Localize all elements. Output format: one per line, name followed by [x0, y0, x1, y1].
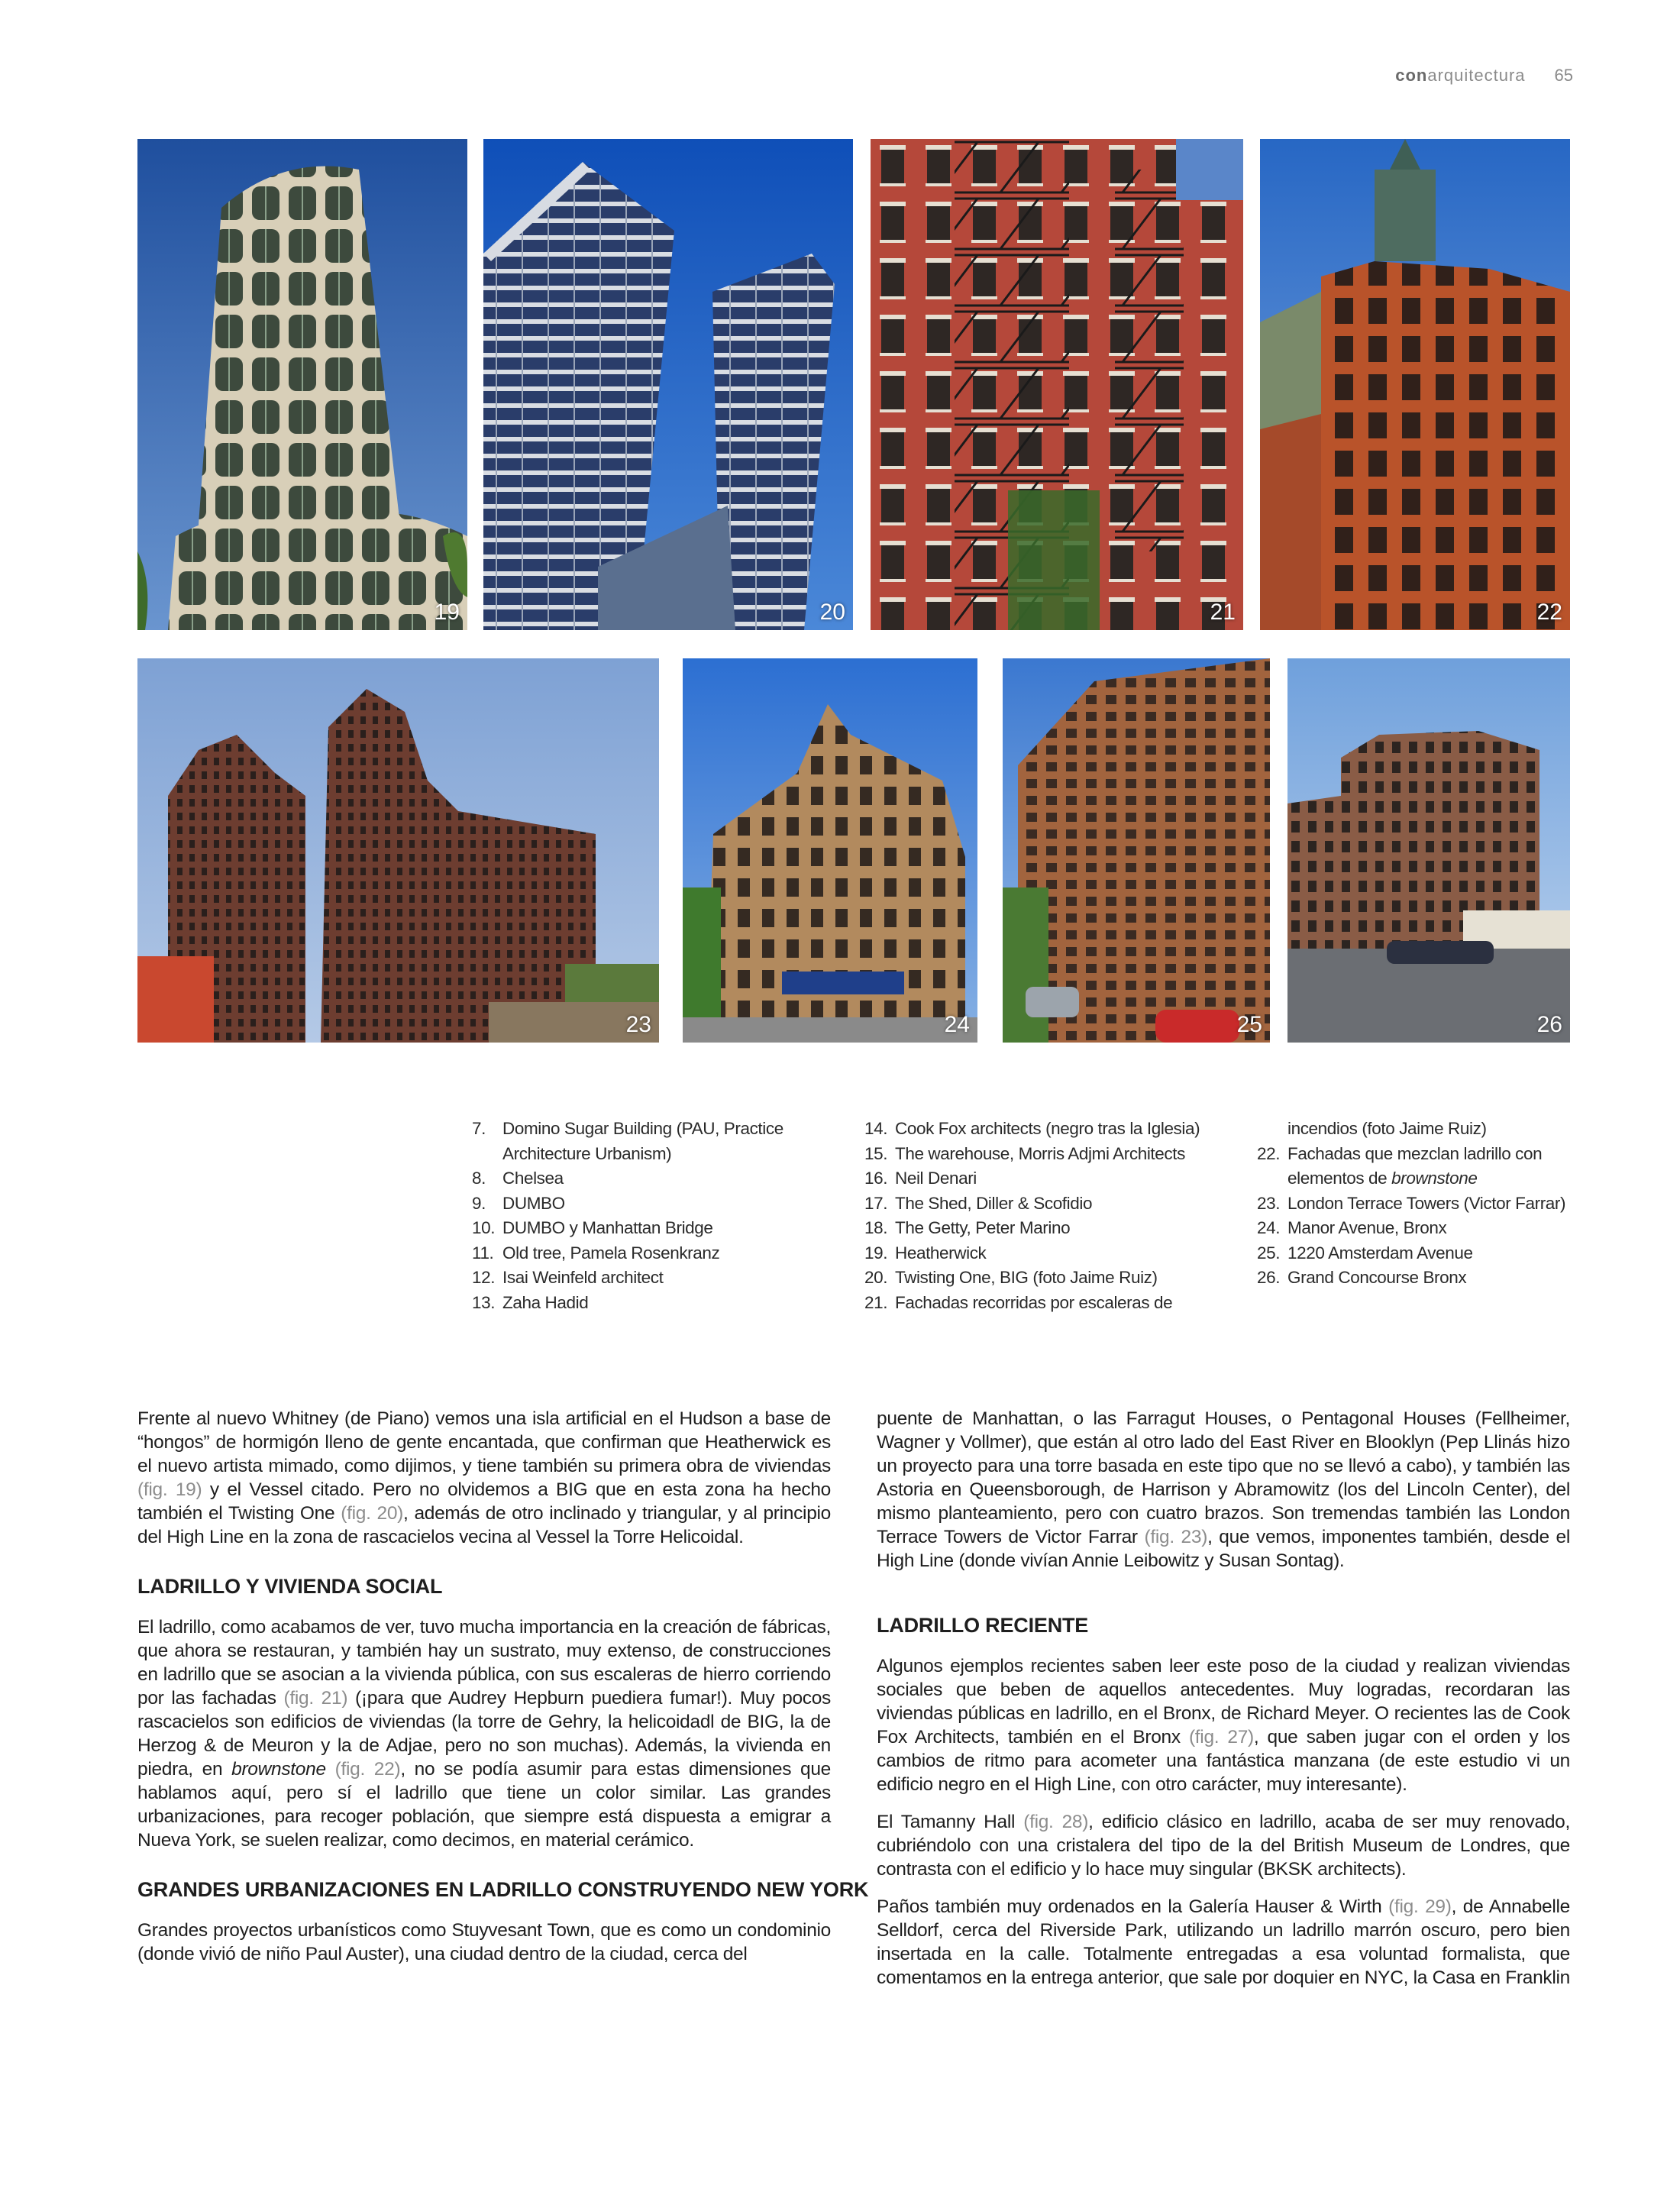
text-run: Algunos ejemplos recientes saben leer este poso de la ciudad y realizan viviendas sociales que beben de aquellos antecedentes. Muy logradas, recordaran las viviendas públicas en ladrillo, en el Bronx, de Richard Meyer. O recientes las de Cook Fox Architects, también en el Bronx: [877, 1656, 1570, 1747]
section-heading: LADRILLO Y VIVIENDA SOCIAL: [137, 1575, 443, 1598]
captions-column-1: [472, 1117, 808, 1315]
caption-text: Heatherwick: [895, 1243, 987, 1263]
caption-number: 10.: [472, 1218, 496, 1237]
figure-number: 25: [1236, 1012, 1262, 1037]
magazine-brand: [1395, 66, 1525, 86]
figure-number: 23: [625, 1012, 651, 1037]
caption-text: The Shed, Diller & Scofidio: [895, 1193, 1093, 1213]
caption-text: Twisting One, BIG (foto Jaime Ruiz): [895, 1268, 1158, 1287]
caption-number: 13.: [472, 1292, 496, 1312]
caption-item: [472, 1216, 808, 1241]
photo-fig-20: [483, 139, 853, 630]
paragraph: [137, 1615, 831, 1852]
caption-number: 19.: [864, 1243, 888, 1263]
text-run: , además de otro inclinado y triangular, y al principio del High Line en la zona de rascacielos vecina al Vessel la Torre Helicoidal.: [137, 1503, 831, 1547]
section-heading: GRANDES URBANIZACIONES EN LADRILLO CONSTRUYENDO NEW YORK: [137, 1878, 869, 1901]
caption-item: [864, 1241, 1223, 1266]
paragraph: [877, 1810, 1570, 1881]
caption-number: 15.: [864, 1143, 888, 1163]
figure-number: 24: [944, 1012, 970, 1037]
figure-reference: (fig. 22): [334, 1759, 401, 1780]
caption-number: 25.: [1257, 1243, 1281, 1263]
section-heading: LADRILLO RECIENTE: [877, 1614, 1089, 1637]
caption-item: [864, 1191, 1223, 1217]
text-run: El Tamanny Hall: [877, 1812, 1024, 1832]
italic-term: brownstone: [231, 1759, 326, 1780]
figure-reference: (fig. 21): [283, 1688, 348, 1709]
text-run: , no se podía asumir para estas dimensiones que hablamos aquí, pero sí el ladrillo que tiene un color similar. Las grandes urbanizaciones, para recoger población, que siempre está dispuesta a emigrar a Nueva York, se suelen realizar, como decimos, en material cerámico.: [137, 1759, 831, 1851]
caption-text: Fachadas recorridas por escaleras de: [895, 1292, 1173, 1312]
photo-fig-26: [1287, 658, 1570, 1043]
figure-number: 21: [1210, 600, 1236, 625]
caption-item: [864, 1266, 1223, 1291]
caption-text: Neil Denari: [895, 1169, 977, 1188]
caption-text: Grand Concourse Bronx: [1287, 1268, 1467, 1287]
caption-item: [472, 1191, 808, 1217]
caption-number: 11.: [472, 1243, 494, 1263]
caption-item: [864, 1142, 1223, 1167]
caption-number: 16.: [864, 1169, 888, 1188]
photo-fig-23: [137, 658, 659, 1043]
text-run: , edificio clásico en ladrillo, acaba de ser muy renovado, cubriéndolo con una cristalera del tipo de la del British Museum de Londres, que contrasta con el edificio y lo hace muy singular (BKSK architects).: [877, 1812, 1570, 1880]
brand-bold: con: [1395, 66, 1428, 85]
caption-item: [864, 1291, 1223, 1316]
brand-light: arquitectura: [1427, 66, 1526, 85]
page-header: [1395, 66, 1573, 86]
caption-number: 26.: [1257, 1268, 1281, 1287]
caption-text: DUMBO y Manhattan Bridge: [502, 1218, 713, 1237]
caption-number: 12.: [472, 1268, 496, 1287]
caption-item: [864, 1216, 1223, 1241]
caption-number: 18.: [864, 1218, 888, 1237]
figure-reference: (fig. 27): [1188, 1727, 1254, 1747]
figure-reference: (fig. 23): [1144, 1527, 1208, 1547]
figure-number: 26: [1536, 1012, 1562, 1037]
paragraph: [877, 1407, 1570, 1573]
text-run: Paños también muy ordenados en la Galería Hauser & Wirth: [877, 1896, 1389, 1917]
paragraph: Grandes proyectos urbanísticos como Stuyvesant Town, que es como un condominio (donde vivió de niño Paul Auster), una ciudad dentro de la ciudad, cerca del: [137, 1920, 831, 1964]
captions-column-3: [1257, 1117, 1578, 1291]
caption-text: The warehouse, Morris Adjmi Architects: [895, 1143, 1185, 1163]
caption-number: 24.: [1257, 1218, 1281, 1237]
caption-text-italic: brownstone: [1391, 1169, 1478, 1188]
caption-text: Cook Fox architects (negro tras la Iglesia): [895, 1119, 1200, 1138]
figure-reference: (fig. 20): [341, 1503, 404, 1524]
caption-number: 14.: [864, 1119, 888, 1138]
caption-text: [1287, 1142, 1578, 1191]
caption-number: 20.: [864, 1268, 888, 1287]
text-run: (¡para que Audrey Hepburn puediera fumar!). Muy pocos rascacielos son edificios de viviendas (la torre de Gehry, la helicoidadl de BIG, la de Herzog & de Meuron y la de Adjae, pero no son muchas). Además, la vivienda en piedra, en: [137, 1688, 831, 1780]
caption-text: Zaha Hadid: [502, 1292, 589, 1312]
caption-text: Domino Sugar Building (PAU, Practice Architecture Urbanism): [502, 1119, 783, 1163]
text-run: Frente al nuevo Whitney (de Piano) vemos una isla artificial en el Hudson a base de “hongos” de hormigón lleno de gente encantada, que confirman que Heatherwick es el nuevo artista mimado, como dijimos, y tiene también su primera obra de viviendas: [137, 1408, 831, 1476]
text-run: y el Vessel citado. Pero no olvidemos a BIG que en esta zona ha hecho también el Twisting One: [137, 1479, 831, 1524]
caption-number: 21.: [864, 1292, 888, 1312]
text-run: El ladrillo, como acabamos de ver, tuvo mucha importancia en la creación de fábricas, que ahora se restauran, y también hay un sustrato, muy extenso, de construcciones en ladrillo que se asocian a la vivienda pública, con sus escaleras de hierro corriendo por las fachadas: [137, 1617, 831, 1709]
figure-reference: (fig. 19): [137, 1479, 202, 1500]
article-column-left: [137, 1407, 869, 1980]
article-column-right: [877, 1407, 1570, 2003]
text-run: puente de Manhattan, o las Farragut Houses, o Pentagonal Houses (Fellheimer, Wagner y Vollmer), que están al otro lado del East River en Blooklyn (Pep Llinás hizo un proyecto para una torre basada en este tipo que no se llevó a cabo), y también las Astoria en Queensborough, de Harrison y Abramowitz (los del Lincoln Center), del mismo planteamiento, pero con cuatro brazos. Son tremendas también las London Terrace Towers de Victor Farrar: [877, 1408, 1570, 1547]
caption-text: Old tree, Pamela Rosenkranz: [502, 1243, 720, 1263]
caption-item: [864, 1166, 1223, 1191]
caption-continuation: incendios (foto Jaime Ruiz): [1287, 1119, 1487, 1138]
caption-item: [472, 1266, 808, 1291]
photo-fig-24: [683, 658, 977, 1043]
caption-text: Isai Weinfeld architect: [502, 1268, 664, 1287]
figure-number: 22: [1536, 600, 1562, 625]
caption-item: [1257, 1191, 1578, 1217]
caption-text: Chelsea: [502, 1169, 564, 1188]
page-number: 65: [1554, 66, 1573, 85]
caption-number: 22.: [1257, 1143, 1281, 1163]
caption-item: [1257, 1241, 1578, 1266]
photo-fig-25: [1003, 658, 1270, 1043]
caption-text: 1220 Amsterdam Avenue: [1287, 1243, 1473, 1263]
figure-number: 19: [434, 600, 460, 625]
caption-number: 17.: [864, 1193, 888, 1213]
paragraph: [137, 1407, 831, 1549]
figure-reference: (fig. 28): [1023, 1812, 1089, 1832]
text-run: , que saben jugar con el orden y los cambios de ritmo para acometer una fantástica manzana (de este estudio vi un edificio negro en el High Line, con otro carácter, muy interesante).: [877, 1727, 1570, 1795]
caption-text: London Terrace Towers (Victor Farrar): [1287, 1193, 1566, 1213]
caption-item: [472, 1241, 808, 1266]
caption-number: 23.: [1257, 1193, 1281, 1213]
figure-number: 20: [819, 600, 845, 625]
caption-text: Manor Avenue, Bronx: [1287, 1218, 1447, 1237]
figure-reference: (fig. 29): [1388, 1896, 1452, 1917]
caption-item: [472, 1117, 808, 1166]
text-run: , que vemos, imponentes también, desde el High Line (donde vivían Annie Leibowitz y Susan Sontag).: [877, 1527, 1571, 1571]
caption-item: [472, 1291, 808, 1316]
text-run: [326, 1759, 335, 1780]
photo-fig-21: [871, 139, 1243, 630]
caption-text: The Getty, Peter Marino: [895, 1218, 1071, 1237]
photo-fig-22: [1260, 139, 1570, 630]
caption-number: 8.: [472, 1169, 486, 1188]
caption-item: [1257, 1266, 1578, 1291]
caption-item: [472, 1166, 808, 1191]
caption-text-main: Fachadas que mezclan ladrillo con elementos de: [1287, 1143, 1543, 1188]
caption-number: 7.: [472, 1119, 486, 1138]
paragraph: [877, 1654, 1570, 1796]
caption-text: DUMBO: [502, 1193, 565, 1213]
caption-item: [864, 1117, 1223, 1142]
photo-fig-19: [137, 139, 467, 630]
caption-item: [1257, 1142, 1578, 1191]
text-run: , de Annabelle Selldorf, cerca del Riverside Park, utilizando un ladrillo marrón oscuro, pero bien insertada en la calle. Totalmente entregadas a esa voluntad formalista, que comentamos en la entrega anterior, que sale por doquier en NYC, la Casa en Franklin: [877, 1896, 1570, 1988]
caption-number: 9.: [472, 1193, 486, 1213]
paragraph: [877, 1895, 1570, 1990]
caption-item: [1257, 1216, 1578, 1241]
captions-column-2: [864, 1117, 1223, 1315]
